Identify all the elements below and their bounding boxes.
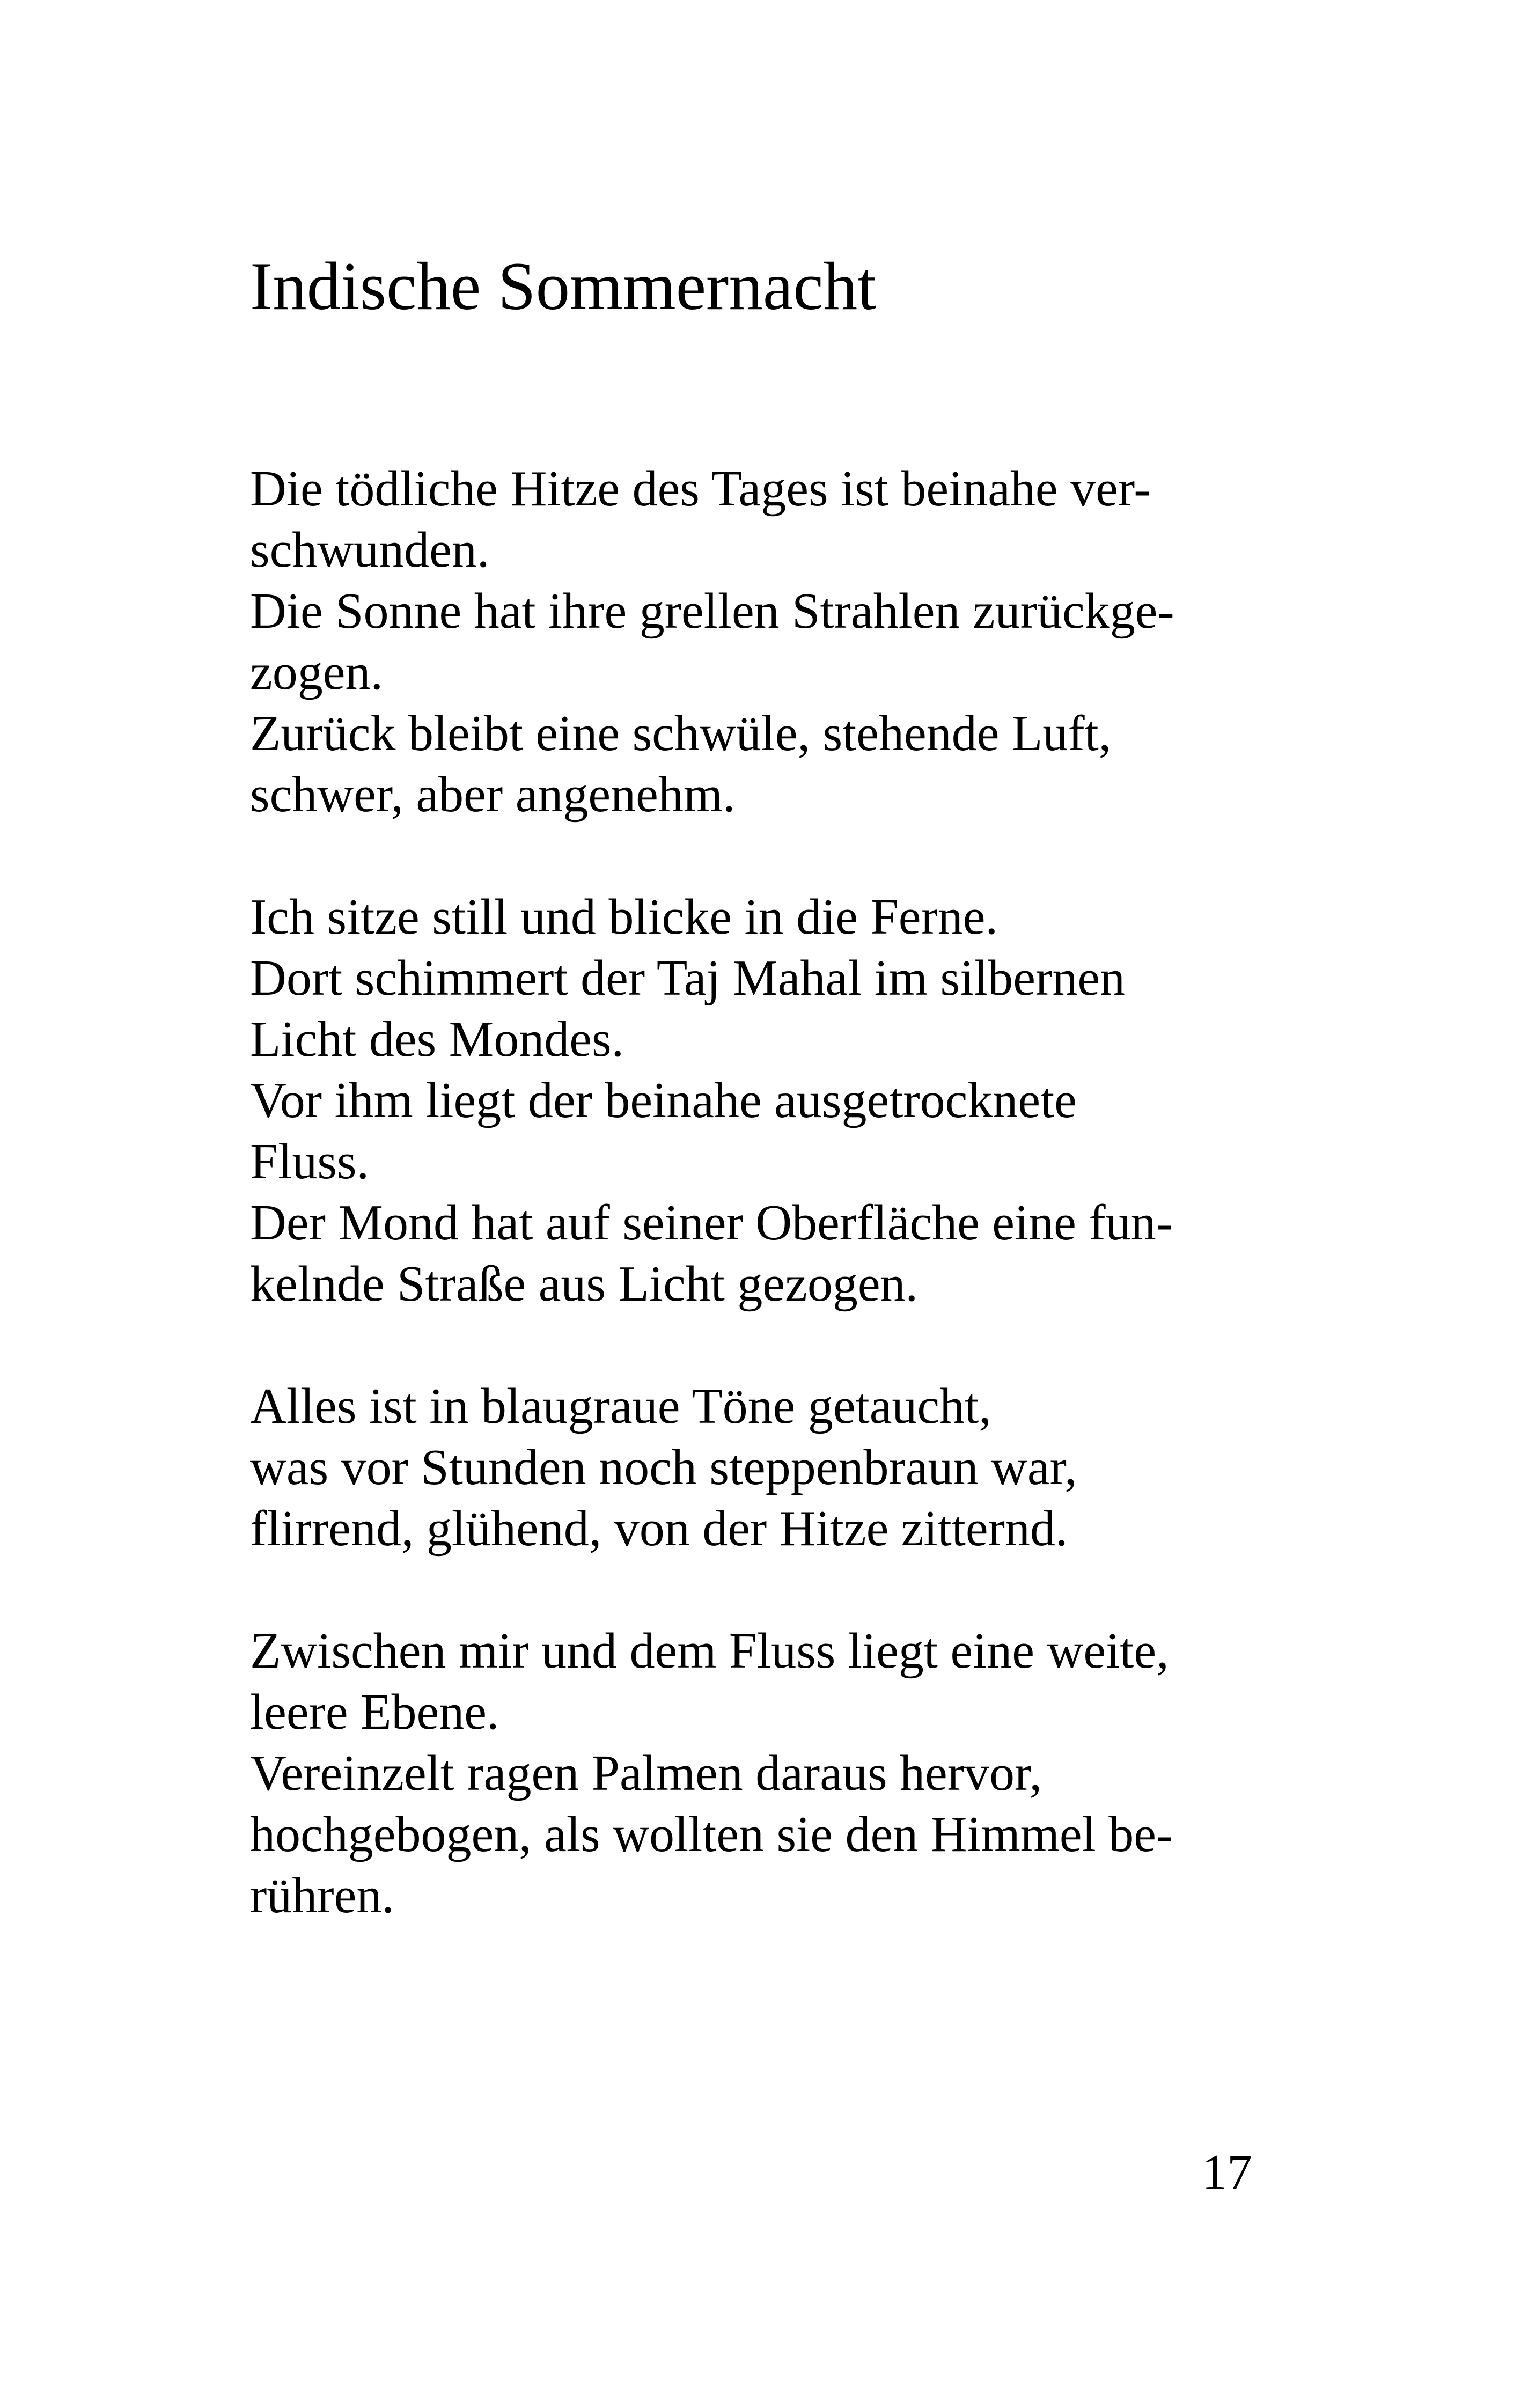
poem-line: leere Ebene. [250, 1684, 499, 1740]
poem-line: rühren. [250, 1868, 394, 1924]
poem-line: Vereinzelt ragen Palmen daraus hervor, [250, 1745, 1042, 1801]
poem-line: Die tödliche Hitze des Tages ist beinahe ver- [250, 461, 1151, 517]
poem-line: Die Sonne hat ihre grellen Strahlen zurückge- [250, 583, 1174, 639]
poem-line: Alles ist in blaugraue Töne getaucht, [250, 1378, 991, 1434]
poem-line: Zurück bleibt eine schwüle, stehende Luft, [250, 706, 1112, 761]
stanza [250, 1376, 1323, 1559]
poem-line: flirrend, glühend, von der Hitze zitternd. [250, 1501, 1068, 1557]
poem-body [250, 458, 1323, 1987]
poem-line: Dort schimmert der Taj Mahal im silbernen [250, 950, 1126, 1006]
poem-line: schwunden. [250, 522, 490, 578]
poem-line: hochgebogen, als wollten sie den Himmel be- [250, 1807, 1173, 1862]
poem-line: Zwischen mir und dem Fluss liegt eine weite, [250, 1623, 1169, 1679]
poem-line: Fluss. [250, 1134, 370, 1190]
stanza [250, 886, 1323, 1315]
poem-line: was vor Stunden noch steppenbraun war, [250, 1440, 1077, 1495]
poem-line: Licht des Mondes. [250, 1011, 624, 1067]
stanza [250, 1620, 1323, 1926]
poem-line: zogen. [250, 644, 383, 700]
page-number: 17 [1202, 2145, 1252, 2200]
poem-line: Vor ihm liegt der beinahe ausgetrocknete [250, 1073, 1077, 1128]
poem-title: Indische Sommernacht [250, 249, 877, 324]
poem-line: kelnde Straße aus Licht gezogen. [250, 1256, 919, 1312]
poem-line: Ich sitze still und blicke in die Ferne. [250, 889, 998, 945]
stanza [250, 458, 1323, 825]
poem-line: schwer, aber angenehm. [250, 767, 736, 823]
poem-line: Der Mond hat auf seiner Oberfläche eine fun- [250, 1195, 1173, 1251]
